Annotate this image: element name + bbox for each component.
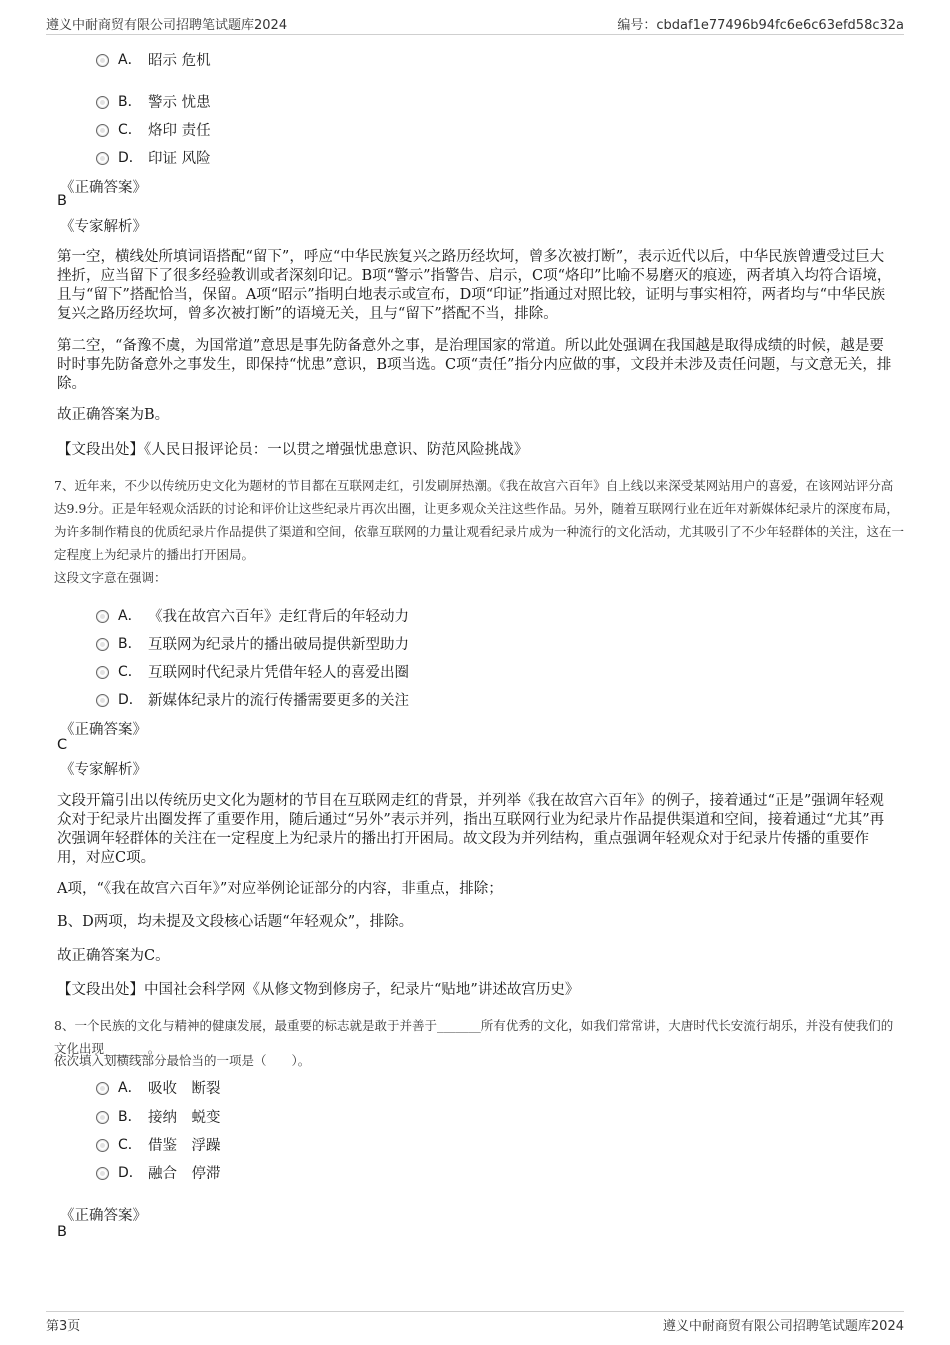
option-key: D． — [118, 150, 143, 166]
q7-analysis-label: 《专家解析》 — [60, 762, 147, 778]
q8-answer-label: 《正确答案》 — [60, 1208, 147, 1224]
option-key: A． — [118, 608, 142, 624]
q6-conclusion: 故正确答案为B。 — [57, 407, 170, 423]
radio-icon[interactable] — [96, 610, 109, 623]
option-text: 印证 风险 — [148, 151, 211, 167]
header-divider — [46, 34, 904, 35]
radio-icon[interactable] — [96, 1167, 109, 1180]
radio-icon[interactable] — [96, 1111, 109, 1124]
option-key: B． — [118, 1109, 142, 1125]
q6-analysis-paragraph: 第一空，横线处所填词语搭配“留下”，呼应“中华民族复兴之路历经坎坷，曾多次被打断”，表示近代以后，中华民族曾遭受过巨大挫折，应当留下了很多经验教训或者深刻印记。B项“警示”指警告、启示，C项“烙印”比喻不易磨灭的痕迹，两者填入均符合语境，且与“留下”搭配恰当，保留。A项“昭示”指明白地表示或宣布，D项“印证”指通过对照比较，证明与事实相符，两者均与“中华民族复兴之路历经坎坷，曾多次被打断”的语境无关，且与“留下”搭配不当，排除。 — [57, 249, 892, 322]
radio-icon[interactable] — [96, 152, 109, 165]
q8-stem: 8、一个民族的文化与精神的健康发展，最重要的标志就是敢于并善于_______所有优秀的文化，如我们常常讲，大唐时代长安流行胡乐，并没有使我们的文化出现_______。 — [54, 1018, 894, 1056]
option-key: D． — [118, 1165, 143, 1181]
q7-analysis-paragraph: 文段开篇引出以传统历史文化为题材的节目在互联网走红的背景，并列举《我在故宫六百年》的例子，接着通过“正是”强调年轻观众对于纪录片出圈发挥了重要作用，随后通过“另外”表示并列，指出互联网行业为纪录片作品提供渠道和空间，接着通过“尤其”再次强调年轻群体的关注在一定程度上为纪录片的播出打开困局。故文段为并列结构，重点强调年轻观众对于纪录片传播的重要作用，对应C项。 — [57, 793, 885, 866]
page-footer — [46, 1312, 904, 1336]
radio-icon[interactable] — [96, 54, 109, 67]
q7-conclusion: 故正确答案为C。 — [57, 948, 170, 964]
option-text: 新媒体纪录片的流行传播需要更多的关注 — [148, 693, 409, 709]
option-text: 《我在故宫六百年》走红背后的年轻动力 — [148, 609, 409, 625]
option-text: 吸收 断裂 — [148, 1081, 221, 1097]
q8-answer: B — [57, 1224, 67, 1240]
option-text: 警示 忧患 — [148, 95, 211, 111]
option-text: 昭示 危机 — [148, 53, 211, 69]
q7-answer: C — [57, 737, 68, 753]
q7-analysis-paragraph: A项，“《我在故宫六百年》”对应举例论证部分的内容，非重点，排除； — [57, 881, 503, 897]
option-text: 借鉴 浮躁 — [148, 1138, 221, 1154]
option-key: D． — [118, 692, 143, 708]
q7-analysis-paragraph: B、D两项，均未提及文段核心话题“年轻观众”，排除。 — [57, 914, 414, 930]
header-title: 遵义中耐商贸有限公司招聘笔试题库2024 — [46, 18, 288, 33]
q6-answer: B — [57, 193, 67, 209]
q6-analysis-paragraph: 第二空，“备豫不虞，为国常道”意思是事先防备意外之事，是治理国家的常道。所以此处强调在我国越是取得成绩的时候，越是要时时事先防备意外之事发生，即保持“忧患”意识，B项当选。C项“责任”指分内应做的事，文段并未涉及责任问题，与文意无关，排除。 — [57, 338, 892, 392]
radio-icon[interactable] — [96, 638, 109, 651]
option-text: 烙印 责任 — [148, 123, 211, 139]
option-key: C． — [118, 664, 142, 680]
q7-stem: 7、近年来，不少以传统历史文化为题材的节目都在互联网走红，引发刷屏热潮。《我在故宫六百年》自上线以来深受某网站用户的喜爱，在该网站评分高达9.9分。正是年轻观众活跃的讨论和评价让这些纪录片再次出圈，让更多观众关注这些作品。另外，随着互联网行业在近年对新媒体纪录片的深度布局，为许多制作精良的优质纪录片作品提供了渠道和空间，依靠互联网的力量让观看纪录片成为一种流行的文化活动，尤其吸引了不少年轻群体的关注，这在一定程度上为纪录片的播出打开困局。 — [54, 478, 905, 562]
option-text: 接纳 蜕变 — [148, 1110, 221, 1126]
header-doc-id: 编号：cbdaf1e77496b94fc6e6c63efd58c32a — [617, 18, 904, 33]
q7-source: 【文段出处】中国社会科学网《从修文物到修房子，纪录片“贴地”讲述故宫历史》 — [57, 982, 580, 998]
radio-icon[interactable] — [96, 96, 109, 109]
q7-answer-label: 《正确答案》 — [60, 722, 147, 738]
option-text: 融合 停滞 — [148, 1166, 221, 1182]
option-key: C． — [118, 1137, 142, 1153]
q6-analysis-label: 《专家解析》 — [60, 219, 147, 235]
option-text: 互联网为纪录片的播出破局提供新型助力 — [148, 637, 409, 653]
option-key: A． — [118, 1080, 142, 1096]
radio-icon[interactable] — [96, 1082, 109, 1095]
radio-icon[interactable] — [96, 124, 109, 137]
q6-answer-label: 《正确答案》 — [60, 180, 147, 196]
option-text: 互联网时代纪录片凭借年轻人的喜爱出圈 — [148, 665, 409, 681]
radio-icon[interactable] — [96, 666, 109, 679]
option-key: C． — [118, 122, 142, 138]
q8-prompt: 依次填入划横线部分最恰当的一项是（ ）。 — [54, 1053, 311, 1068]
option-key: B． — [118, 636, 142, 652]
page-header — [46, 10, 904, 34]
q7-prompt: 这段文字意在强调： — [54, 570, 167, 585]
radio-icon[interactable] — [96, 694, 109, 707]
radio-icon[interactable] — [96, 1139, 109, 1152]
option-key: A． — [118, 52, 142, 68]
page-number: 第3页 — [46, 1319, 81, 1334]
q6-source: 【文段出处】《人民日报评论员：一以贯之增强忧患意识、防范风险挑战》 — [57, 442, 529, 458]
option-key: B． — [118, 94, 142, 110]
footer-title: 遵义中耐商贸有限公司招聘笔试题库2024 — [662, 1319, 904, 1334]
